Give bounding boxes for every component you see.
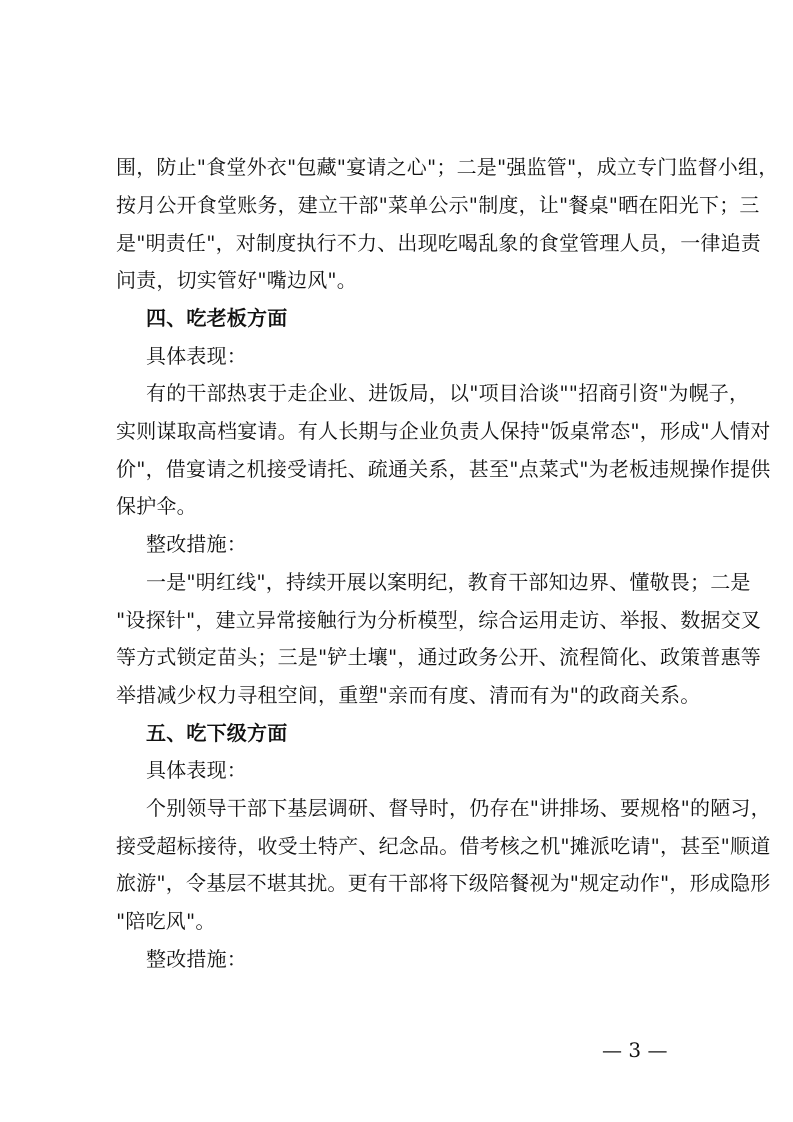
body-text-line: 是"明责任"，对制度执行不力、出现吃喝乱象的食堂管理人员，一律追责 (116, 231, 761, 255)
subsection-label: 整改措施： (146, 532, 247, 556)
subsection-label: 具体表现： (146, 758, 247, 782)
subsection-label: 具体表现： (146, 344, 247, 368)
body-text-line: 等方式锁定苗头；三是"铲土壤"，通过政务公开、流程简化、政策普惠等 (116, 645, 761, 669)
body-text-line: 举措减少权力寻租空间，重塑"亲而有度、清而有为"的政商关系。 (116, 683, 701, 707)
body-text-line: 按月公开食堂账务，建立干部"菜单公示"制度，让"餐桌"晒在阳光下；三 (116, 193, 760, 217)
body-text-line: 问责，切实管好"嘴边风"。 (116, 268, 357, 292)
page-number: — 3 — (602, 1038, 668, 1062)
body-text-line: 围，防止"食堂外衣"包藏"宴请之心"；二是"强监管"，成立专门监督小组， (116, 155, 779, 179)
body-text-line: "陪吃风"。 (116, 909, 216, 933)
body-text-line: 实则谋取高档宴请。有人长期与企业负责人保持"饭桌常态"，形成"人情对 (116, 419, 771, 443)
body-text-line: 价"，借宴请之机接受请托、疏通关系，甚至"点菜式"为老板违规操作提供 (116, 457, 771, 481)
body-text-line: 旅游"，令基层不堪其扰。更有干部将下级陪餐视为"规定动作"，形成隐形 (116, 871, 771, 895)
body-text-line: 一是"明红线"，持续开展以案明纪，教育干部知边界、懂敬畏；二是 (146, 570, 751, 594)
body-text-line: 接受超标接待，收受土特产、纪念品。借考核之机"摊派吃请"，甚至"顺道 (116, 834, 771, 858)
body-text-line: 有的干部热衷于走企业、进饭局，以"项目洽谈""招商引资"为幌子， (146, 381, 750, 405)
body-text-line: 个别领导干部下基层调研、督导时，仍存在"讲排场、要规格"的陋习， (146, 796, 771, 820)
section-heading: 四、吃老板方面 (146, 306, 288, 330)
body-text-line: "设探针"，建立异常接触行为分析模型，综合运用走访、举报、数据交叉 (116, 608, 761, 632)
body-text-line: 保护伞。 (116, 494, 197, 518)
subsection-label: 整改措施： (146, 947, 247, 971)
section-heading: 五、吃下级方面 (146, 721, 288, 745)
